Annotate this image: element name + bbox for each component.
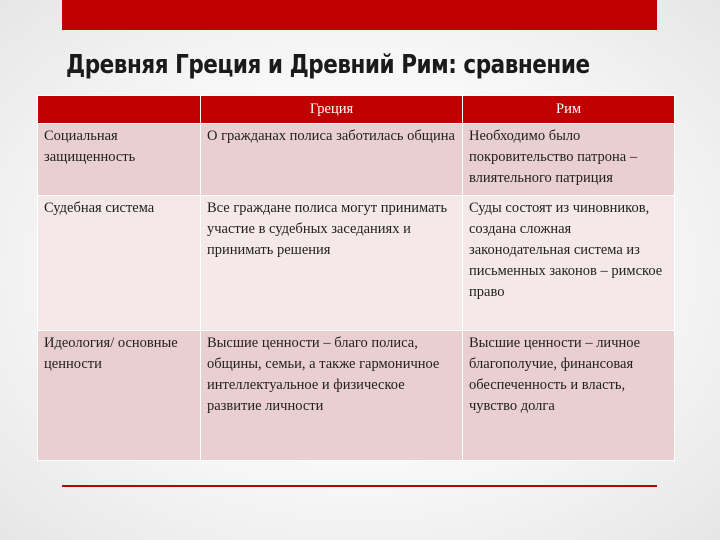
header-greece: Греция — [201, 96, 463, 124]
rome-cell: Суды состоят из чиновников, создана сложная законодательная система из письменных законов – римское право — [463, 196, 675, 331]
table-header-row — [38, 96, 675, 124]
bottom-accent-line — [62, 485, 657, 487]
greece-cell: Высшие ценности – благо полиса, общины, семьи, а также гармоничное интеллектуальное и физическое развитие личности — [201, 331, 463, 461]
row-label: Социальная защищенность — [38, 124, 201, 196]
table-row — [38, 124, 675, 196]
table-row — [38, 331, 675, 461]
rome-cell: Высшие ценности – личное благополучие, финансовая обеспеченность и власть, чувство долга — [463, 331, 675, 461]
greece-cell: О гражданах полиса заботилась община — [201, 124, 463, 196]
header-rome: Рим — [463, 96, 675, 124]
header-empty-cell — [38, 96, 201, 124]
row-label: Судебная система — [38, 196, 201, 331]
row-label: Идеология/ основные ценности — [38, 331, 201, 461]
table-row — [38, 196, 675, 331]
comparison-table — [37, 95, 675, 461]
top-accent-bar — [62, 0, 657, 30]
slide-title: Древняя Греция и Древний Рим: сравнение — [66, 50, 590, 80]
rome-cell: Необходимо было покровительство патрона – влиятельного патриция — [463, 124, 675, 196]
greece-cell: Все граждане полиса могут принимать участие в судебных заседаниях и принимать решения — [201, 196, 463, 331]
